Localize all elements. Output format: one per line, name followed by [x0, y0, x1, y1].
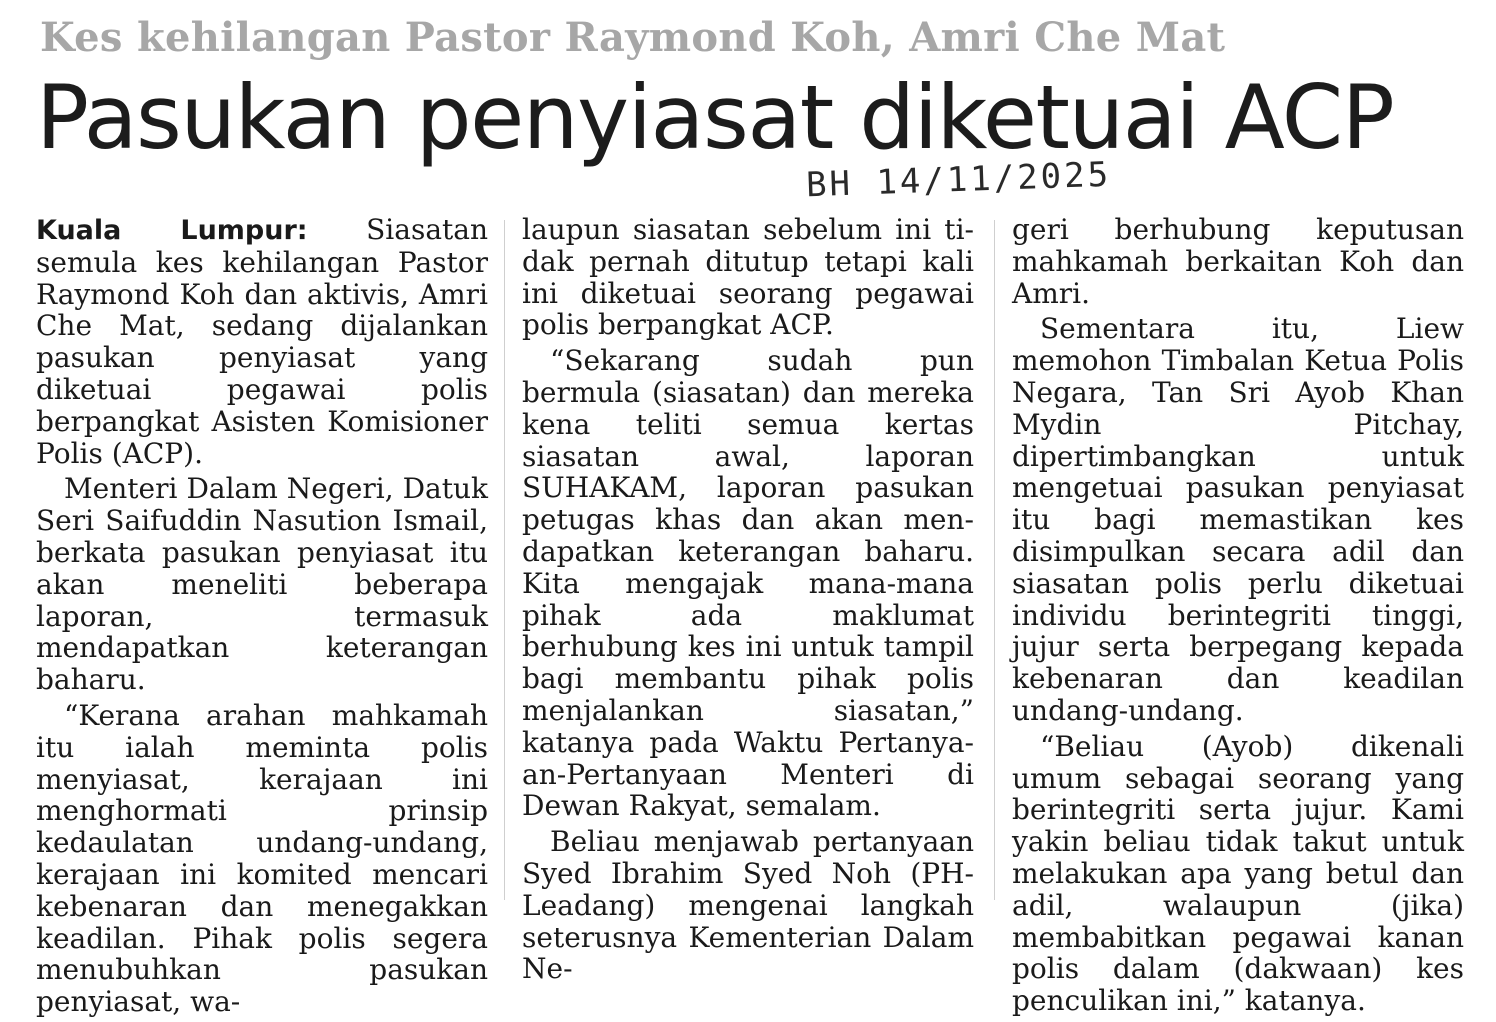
- article-paragraph: [36, 214, 488, 469]
- article-paragraph: laupun siasatan sebelum ini tidak pernah ditutup tetapi kali ini diketuai seorang pegawai polis berpangkat ACP.: [522, 213, 974, 342]
- article-paragraph: Menteri Dalam Negeri, Datuk Seri Saifuddin Nasution Ismail, berkata pasukan penyiasat itu akan meneliti beberapa laporan, termasuk mendapatkan keterangan baharu.: [36, 472, 488, 697]
- handwritten-date-annotation: BH 14/11/2025: [805, 154, 1112, 206]
- article-kicker: Kes kehilangan Pastor Raymond Koh, Amri Che Mat: [40, 14, 1226, 61]
- article-column-3: [1012, 214, 1464, 1021]
- article-paragraph: Sementara itu, Liew memohon Timbalan Ketua Polis Negara, Tan Sri Ayob Khan Mydin Pitchay, dipertimbangkan untuk mengetuai pasukan penyiasat itu bagi memastikan kes disimpulkan secara adil dan siasatan polis perlu diketuai individu berintegriti tinggi, jujur serta berpegang kepada kebenaran dan keadilan undang-undang.: [1012, 312, 1464, 727]
- article-paragraph: geri berhubung keputusan mahkamah berkaitan Koh dan Amri.: [1012, 213, 1464, 310]
- article-paragraph: “Beliau (Ayob) dikenali umum sebagai seorang yang berintegriti serta jujur. Kami yakin beliau tidak takut untuk melakukan apa yang betul dan adil, walaupun (jika) membabitkan pegawai kanan polis dalam (dakwaan) kes penculikan ini,” katanya.: [1012, 729, 1464, 1018]
- article-paragraph: “Sekarang sudah pun bermula (siasatan) dan mereka kena teliti semua kertas siasatan awal, laporan SUHAKAM, laporan pasukan petugas khas dan akan mendapatkan keterangan baharu. Kita mengajak mana-mana pihak ada maklumat berhubung kes ini untuk tampil bagi membantu pihak polis menjalankan siasatan,” katanya pada Waktu Pertanyaan-Pertanyaan Menteri di Dewan Rakyat, semalam.: [522, 344, 974, 823]
- column-divider: [994, 220, 995, 900]
- paragraph-text: Siasatan semula kes kehilangan Pastor Raymond Koh dan aktivis, Amri Che Mat, sedang dijalankan pasukan penyiasat yang diketuai pegawai polis berpangkat Asisten Komisioner Polis (ACP).: [36, 213, 488, 470]
- article-paragraph: Beliau menjawab pertanyaan Syed Ibrahim Syed Noh (PH-Leadang) mengenai langkah seterusnya Kementerian Dalam Ne-: [522, 825, 974, 986]
- dateline: Kuala Lumpur:: [36, 215, 308, 246]
- column-divider: [504, 220, 505, 900]
- article-headline: Pasukan penyiasat diketuai ACP: [36, 66, 1394, 169]
- article-column-2: [522, 214, 974, 989]
- article-paragraph: “Kerana arahan mahkamah itu ialah meminta polis menyiasat, kerajaan ini menghormati prinsip kedaulatan undang-undang, kerajaan ini komited mencari kebenaran dan menegakkan keadilan. Pihak polis segera menubuhkan pasukan penyiasat, wa-: [36, 698, 488, 1019]
- article-column-1: [36, 214, 488, 1022]
